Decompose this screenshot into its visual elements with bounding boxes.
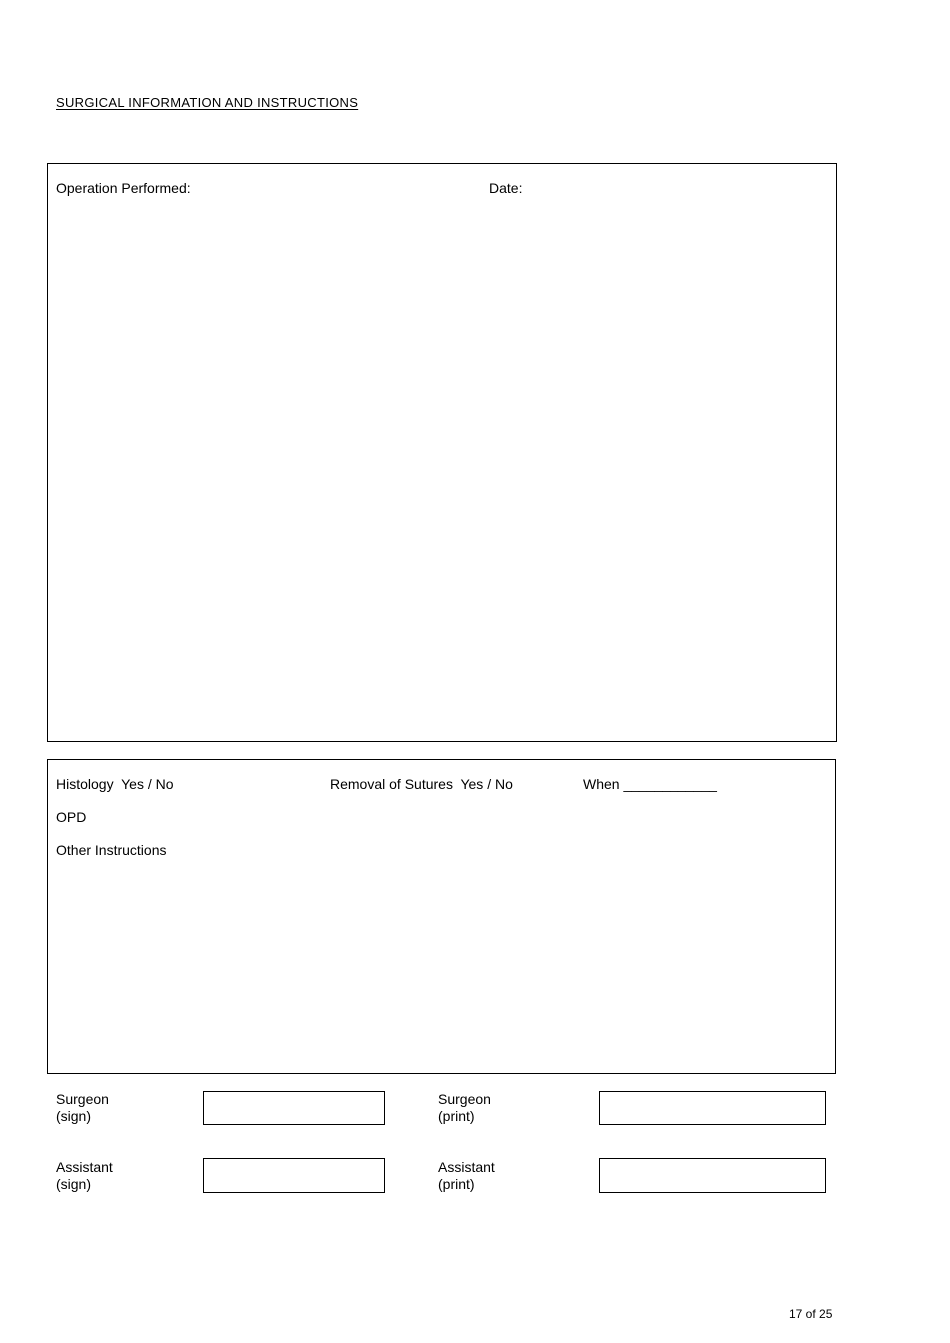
assistant-print-label — [438, 1159, 495, 1193]
operation-performed-label: Operation Performed: — [56, 180, 191, 196]
opd-label: OPD — [56, 809, 87, 825]
assistant-print-field[interactable] — [599, 1158, 826, 1193]
surgeon-sign-label — [56, 1091, 109, 1125]
when-label: When ____________ — [583, 776, 717, 792]
assistant-sign-field[interactable] — [203, 1158, 385, 1193]
surgeon-print-label-line1: Surgeon — [438, 1091, 491, 1107]
surgeon-print-field[interactable] — [599, 1091, 826, 1125]
operation-box — [47, 163, 837, 742]
assistant-sign-label — [56, 1159, 113, 1193]
assistant-print-label-line1: Assistant — [438, 1159, 495, 1175]
other-instructions-label: Other Instructions — [56, 842, 167, 858]
instructions-box — [47, 759, 836, 1074]
histology-label: Histology Yes / No — [56, 776, 174, 792]
assistant-sign-label-line1: Assistant — [56, 1159, 113, 1175]
assistant-sign-label-line2: (sign) — [56, 1176, 92, 1192]
surgeon-sign-label-line1: Surgeon — [56, 1091, 109, 1107]
surgeon-print-label-line2: (print) — [438, 1108, 475, 1124]
removal-of-sutures-label: Removal of Sutures Yes / No — [330, 776, 513, 792]
page-number: 17 of 25 — [789, 1307, 833, 1321]
page-title: SURGICAL INFORMATION AND INSTRUCTIONS — [56, 95, 359, 110]
assistant-print-label-line2: (print) — [438, 1176, 475, 1192]
date-label: Date: — [489, 180, 523, 196]
surgeon-sign-label-line2: (sign) — [56, 1108, 92, 1124]
surgeon-print-label — [438, 1091, 491, 1125]
surgeon-sign-field[interactable] — [203, 1091, 385, 1125]
